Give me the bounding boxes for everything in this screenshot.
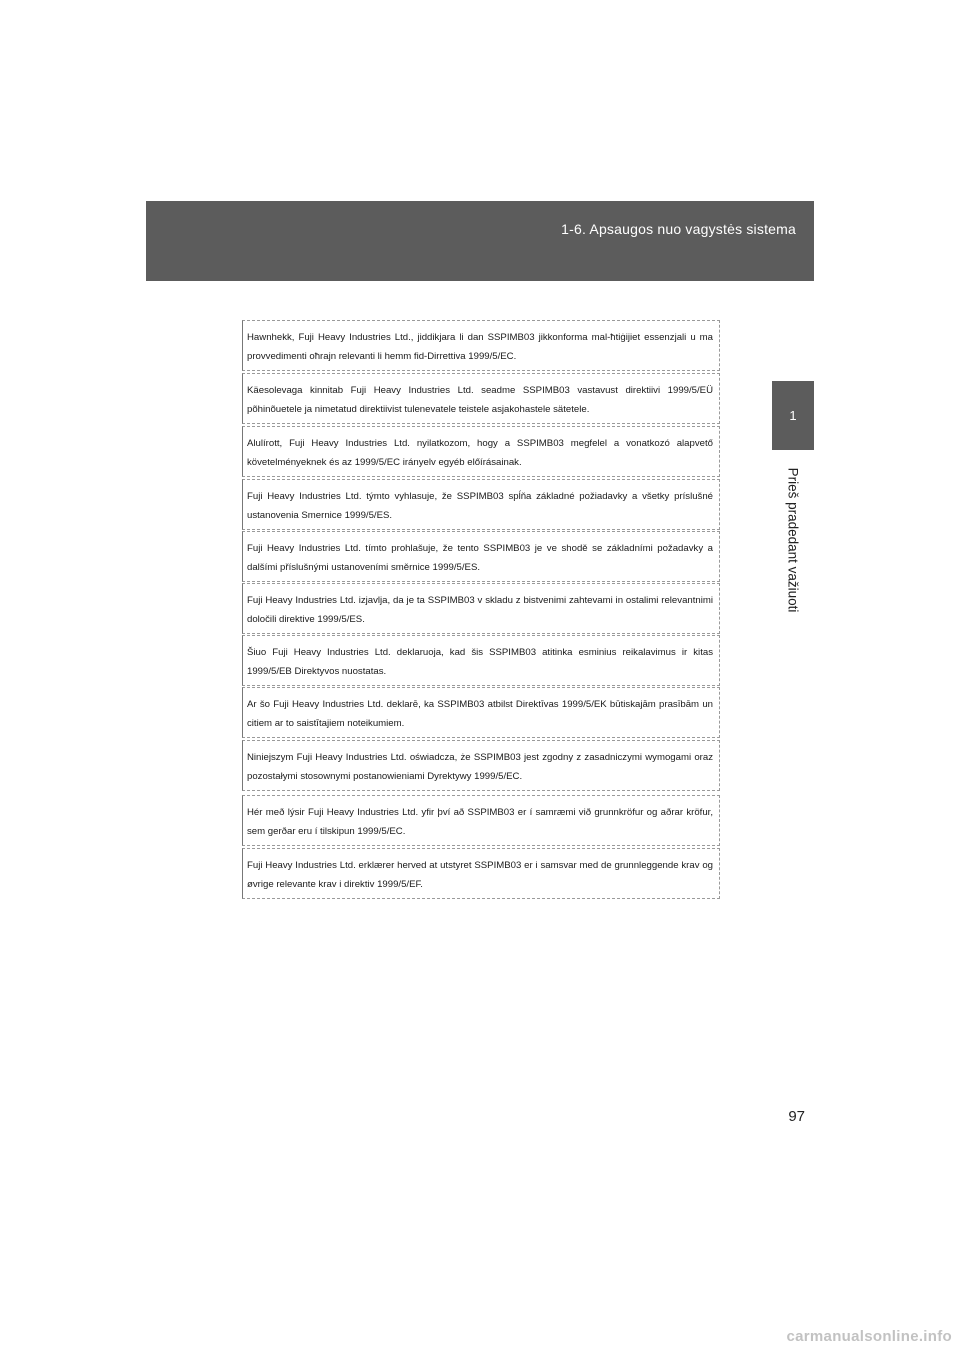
declaration-czech: Fuji Heavy Industries Ltd. tímto prohlašuje, že tento SSPIMB03 je ve shodě se základními požadavky a dalšími příslušnými ustanoveními směrnice 1999/5/ES. [242, 531, 720, 582]
section-title: 1-6. Apsaugos nuo vagystės sistema [561, 221, 796, 237]
declaration-polish: Niniejszym Fuji Heavy Industries Ltd. oświadcza, że SSPIMB03 jest zgodny z zasadniczymi wymogami oraz pozostałymi stosownymi postanowieniami Dyrektywy 1999/5/EC. [242, 740, 720, 791]
declaration-lithuanian: Šiuo Fuji Heavy Industries Ltd. deklaruoja, kad šis SSPIMB03 atitinka esminius reikalavimus ir kitas 1999/5/EB Direktyvos nuostatas. [242, 635, 720, 686]
declaration-estonian: Käesolevaga kinnitab Fuji Heavy Industries Ltd. seadme SSPIMB03 vastavust direktiivi 1999/5/EÜ põhinõuetele ja nimetatud direktiivist tulenevatele teistele asjakohastele sätetele. [242, 373, 720, 424]
watermark: carmanualsonline.info [786, 1328, 952, 1345]
header-band [146, 201, 814, 281]
chapter-number: 1 [789, 408, 797, 423]
declaration-slovak: Fuji Heavy Industries Ltd. týmto vyhlasuje, že SSPIMB03 spĺňa základné požiadavky a všetky príslušné ustanovenia Smernice 1999/5/ES. [242, 479, 720, 530]
declaration-maltese: Hawnhekk, Fuji Heavy Industries Ltd., jiddikjara li dan SSPIMB03 jikkonforma mal-ħtiġijiet essenzjali u ma provvedimenti oħrajn relevanti li hemm fid-Dirrettiva 1999/5/EC. [242, 320, 720, 371]
declaration-slovenian: Fuji Heavy Industries Ltd. izjavlja, da je ta SSPIMB03 v skladu z bistvenimi zahtevami in ostalimi relevantnimi določili direktive 1999/5/ES. [242, 583, 720, 634]
declaration-latvian: Ar šo Fuji Heavy Industries Ltd. deklarē, ka SSPIMB03 atbilst Direktīvas 1999/5/EK būtiskajām prasībām un citiem ar to saistītajiem noteikumiem. [242, 687, 720, 738]
declaration-hungarian: Alulírott, Fuji Heavy Industries Ltd. nyilatkozom, hogy a SSPIMB03 megfelel a vonatkozó alapvető követelményeknek és az 1999/5/EC irányelv egyéb előírásainak. [242, 426, 720, 477]
page-number: 97 [788, 1108, 805, 1125]
chapter-tab [772, 381, 814, 450]
declaration-icelandic: Hér með lýsir Fuji Heavy Industries Ltd. yfir því að SSPIMB03 er í samræmi við grunnkröfur og aðrar kröfur, sem gerðar eru í tilskipun 1999/5/EC. [242, 795, 720, 846]
declaration-norwegian: Fuji Heavy Industries Ltd. erklærer herved at utstyret SSPIMB03 er i samsvar med de grunnleggende krav og øvrige relevante krav i direktiv 1999/5/EF. [242, 848, 720, 899]
chapter-title: Prieš pradedant važiuoti [785, 467, 801, 613]
